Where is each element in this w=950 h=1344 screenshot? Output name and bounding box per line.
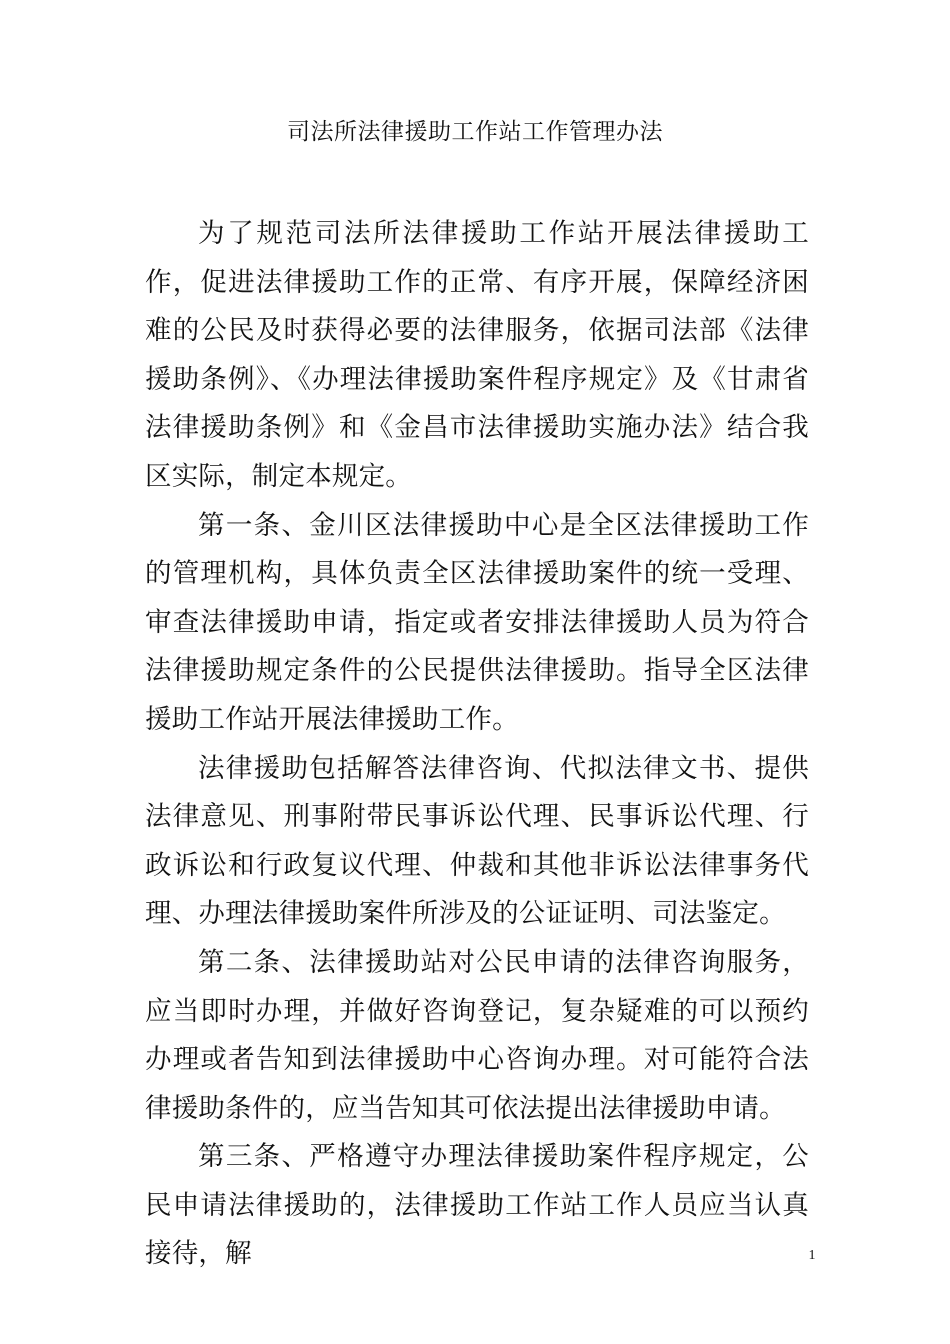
paragraph-article-1: 第一条、金川区法律援助中心是全区法律援助工作的管理机构，具体负责全区法律援助案件的统一受理、审查法律援助申请，指定或者安排法律援助人员为符合法律援助规定条件的公民提供法律援助。指导全区法律援助工作站开展法律援助工作。 (145, 509, 809, 735)
paragraph-legal-aid-scope: 法律援助包括解答法律咨询、代拟法律文书、提供法律意见、刑事附带民事诉讼代理、民事诉讼代理、行政诉讼和行政复议代理、仲裁和其他非诉讼法律事务代理、办理法律援助案件所涉及的公证证明、司法鉴定。 (145, 752, 809, 930)
paragraph-preamble: 为了规范司法所法律援助工作站开展法律援助工作，促进法律援助工作的正常、有序开展，保障经济困难的公民及时获得必要的法律服务，依据司法部《法律援助条例》、《办理法律援助案件程序规定》及《甘肃省法律援助条例》和《金昌市法律援助实施办法》结合我区实际，制定本规定。 (145, 218, 809, 492)
document-body (145, 210, 809, 1279)
paragraph-article-3: 第三条、严格遵守办理法律援助案件程序规定，公民申请法律援助的，法律援助工作站工作人员应当认真接待，解 (145, 1141, 809, 1270)
page-number: 1 (808, 1248, 816, 1263)
paragraph-article-2: 第二条、法律援助站对公民申请的法律咨询服务，应当即时办理，并做好咨询登记，复杂疑难的可以预约办理或者告知到法律援助中心咨询办理。对可能符合法律援助条件的，应当告知其可依法提出法律援助申请。 (145, 946, 809, 1124)
document-title: 司法所法律援助工作站工作管理办法 (287, 119, 663, 145)
